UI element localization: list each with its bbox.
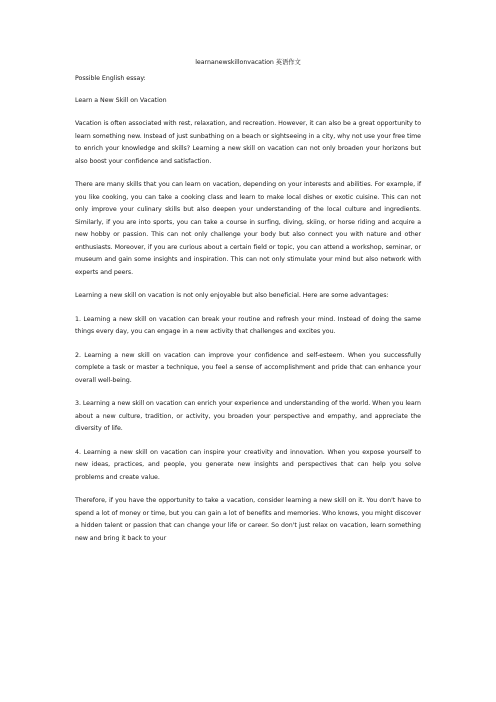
paragraph-conclusion: Therefore, if you have the opportunity to take a vacation, consider learning a new skill on it. You don't have to spend a lot of money or time, but you can gain a lot of benefits and memories. Who knows, you might discover a hidden talent or passion that can change your life or career. So don't just relax on vacation, learn something new and bring it back to your (75, 497, 421, 542)
essay-heading: Learn a New Skill on Vacation (75, 97, 167, 104)
paragraph-intro: Vacation is often associated with rest, relaxation, and recreation. However, it can also be a great opportunity to learn something new. Instead of just sunbathing on a beach or sightseeing in a city, why not use your free time to enrich your knowledge and skills? Learning a new skill on vacation can not only broaden your horizons but also boost your confidence and satisfaction. (75, 120, 421, 165)
paragraph-skills: There are many skills that you can learn on vacation, depending on your interests and abilities. For example, if you like cooking, you can take a cooking class and learn to make local dishes or exotic cuisine. This can not only improve your culinary skills but also deepen your understanding of the local culture and ingredients. Similarly, if you are into sports, you can take a course in surfing, diving, skiing, or horse riding and acquire a new hobby or passion. This can not only challenge your body but also connect you with nature and other enthusiasts. Moreover, if you are curious about a certain field or topic, you can attend a workshop, seminar, or museum and gain some insights and inspiration. This can not only stimulate your mind but also network with experts and peers. (75, 181, 421, 276)
paragraph-point-3: 3. Learning a new skill on vacation can enrich your experience and understanding of the world. When you learn about a new culture, tradition, or activity, you broaden your perspective and empathy, and appreciate the diversity of life. (75, 400, 421, 432)
essay-label: Possible English essay: (75, 75, 146, 82)
document-title: learnanewskillonvacation 英语作文 (195, 59, 301, 66)
paragraph-point-4: 4. Learning a new skill on vacation can inspire your creativity and innovation. When you expose yourself to new ideas, practices, and people, you generate new insights and perspectives that can help you solve problems and create value. (75, 448, 421, 481)
paragraph-point-1: 1. Learning a new skill on vacation can break your routine and refresh your mind. Instead of doing the same things every day, you can engage in a new activity that challenges and excites you. (75, 315, 421, 335)
document-page (75, 58, 421, 556)
paragraph-point-2: 2. Learning a new skill on vacation can improve your confidence and self-esteem. When you successfully complete a task or master a technique, you feel a sense of accomplishment and pride that can enhance your overall well-being. (75, 351, 421, 384)
paragraph-advantages-intro: Learning a new skill on vacation is not only enjoyable but also beneficial. Here are some advantages: (75, 292, 389, 299)
